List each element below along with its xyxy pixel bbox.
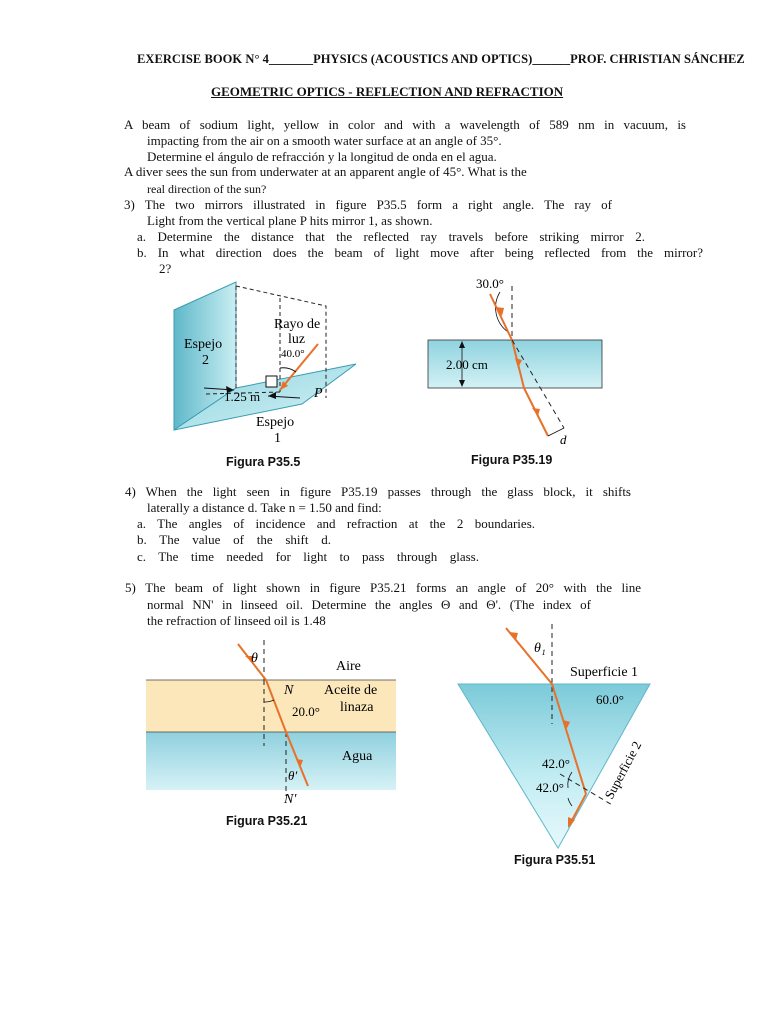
problem-1-line-2: impacting from the air on a smooth water surface at an angle of 35°. (147, 133, 502, 148)
right-angle-marker (266, 376, 277, 387)
problem-4-item-c: c. The time needed for light to pass through glass. (137, 549, 479, 564)
theta-1-label: θ₁ (534, 641, 546, 656)
air-label: Aire (336, 659, 361, 674)
problem-3-item-b-cont: 2? (159, 261, 172, 276)
problem-5-line-3: the refraction of linseed oil is 1.48 (147, 613, 326, 628)
problem-1-line-1: A beam of sodium light, yellow in color and with a wavelength of 589 nm in vacuum, is (124, 117, 686, 132)
document-header: EXERCISE BOOK N° 4_______PHYSICS (ACOUSTICS AND OPTICS)______PROF. CHRISTIAN SÁNCHEZ (137, 52, 745, 66)
problem-3-item-b: b. In what direction does the beam of light move after being reflected from the mirror? (137, 245, 703, 260)
problem-2-line-2: real direction of the sun? (147, 182, 267, 196)
incidence-angle-label: 30.0° (476, 276, 504, 291)
figure-p35-51-caption: Figura P35.51 (514, 853, 596, 867)
n-label: N (284, 683, 294, 698)
apex-angle-label: 60.0° (596, 692, 624, 707)
mirror-2-label-a: Espejo (184, 337, 223, 352)
incidence-angle-a: 42.0° (542, 756, 570, 771)
incident-ray (490, 294, 512, 340)
mirror-1-label-a: Espejo (256, 415, 295, 430)
mirror-1-label-b: 1 (274, 431, 281, 446)
figure-p35-51 (454, 620, 664, 852)
oil-label-a: Aceite de (324, 683, 378, 698)
problem-5-line-1: 5) The beam of light shown in figure P35.21 forms an angle of 20° with the line (125, 580, 641, 595)
problem-4-line-1: 4) When the light seen in figure P35.19 passes through the glass block, it shifts (125, 484, 631, 499)
figure-p35-21-caption: Figura P35.21 (226, 814, 308, 828)
figure-p35-21 (146, 636, 396, 812)
surface-1-label: Superficie 1 (570, 665, 639, 680)
problem-3-line-2: Light from the vertical plane P hits mirror 1, as shown. (147, 213, 433, 228)
surface-2-label: Superficie 2 (601, 738, 645, 802)
incidence-angle-label: 40.0° (281, 348, 305, 360)
mirror-2-label-b: 2 (202, 353, 209, 368)
figure-p35-19-caption: Figura P35.19 (471, 453, 553, 467)
problem-4-line-2: laterally a distance d. Take n = 1.50 and find: (147, 500, 382, 515)
problem-3-line-1: 3) The two mirrors illustrated in figure P35.5 form a right angle. The ray of (124, 197, 612, 212)
theta-prime-label: θ′ (288, 768, 298, 783)
shift-label: d (560, 432, 567, 447)
figure-p35-19 (420, 272, 610, 450)
n-prime-label: N′ (284, 792, 297, 807)
thickness-label: 2.00 cm (446, 357, 488, 372)
problem-4-item-a: a. The angles of incidence and refraction at the 2 boundaries. (137, 516, 535, 531)
ray-label-a: Rayo de (274, 317, 321, 332)
incidence-angle-b: 42.0° (536, 780, 564, 795)
problem-5-line-2: normal NN' in linseed oil. Determine the angles Θ and Θ'. (The index of (147, 597, 591, 612)
water-label: Agua (342, 749, 373, 764)
ray-label-b: luz (288, 332, 306, 347)
distance-label: 1.25 m (224, 389, 261, 404)
oil-angle-label: 20.0° (292, 704, 320, 719)
plane-p-label: P (314, 386, 323, 401)
theta-label: θ (251, 651, 258, 666)
page-title: GEOMETRIC OPTICS - REFLECTION AND REFRACTION (211, 84, 564, 99)
problem-3-item-a: a. Determine the distance that the reflected ray travels before striking mirror 2. (137, 229, 645, 244)
problem-1-line-3: Determine el ángulo de refracción y la longitud de onda en el agua. (147, 149, 497, 164)
oil-label-b: linaza (340, 700, 374, 715)
problem-4-item-b: b. The value of the shift d. (137, 532, 331, 547)
figure-p35-5 (170, 280, 370, 450)
figure-p35-5-caption: Figura P35.5 (226, 455, 301, 469)
problem-2-line-1: A diver sees the sun from underwater at an apparent angle of 45°. What is the (124, 164, 527, 179)
